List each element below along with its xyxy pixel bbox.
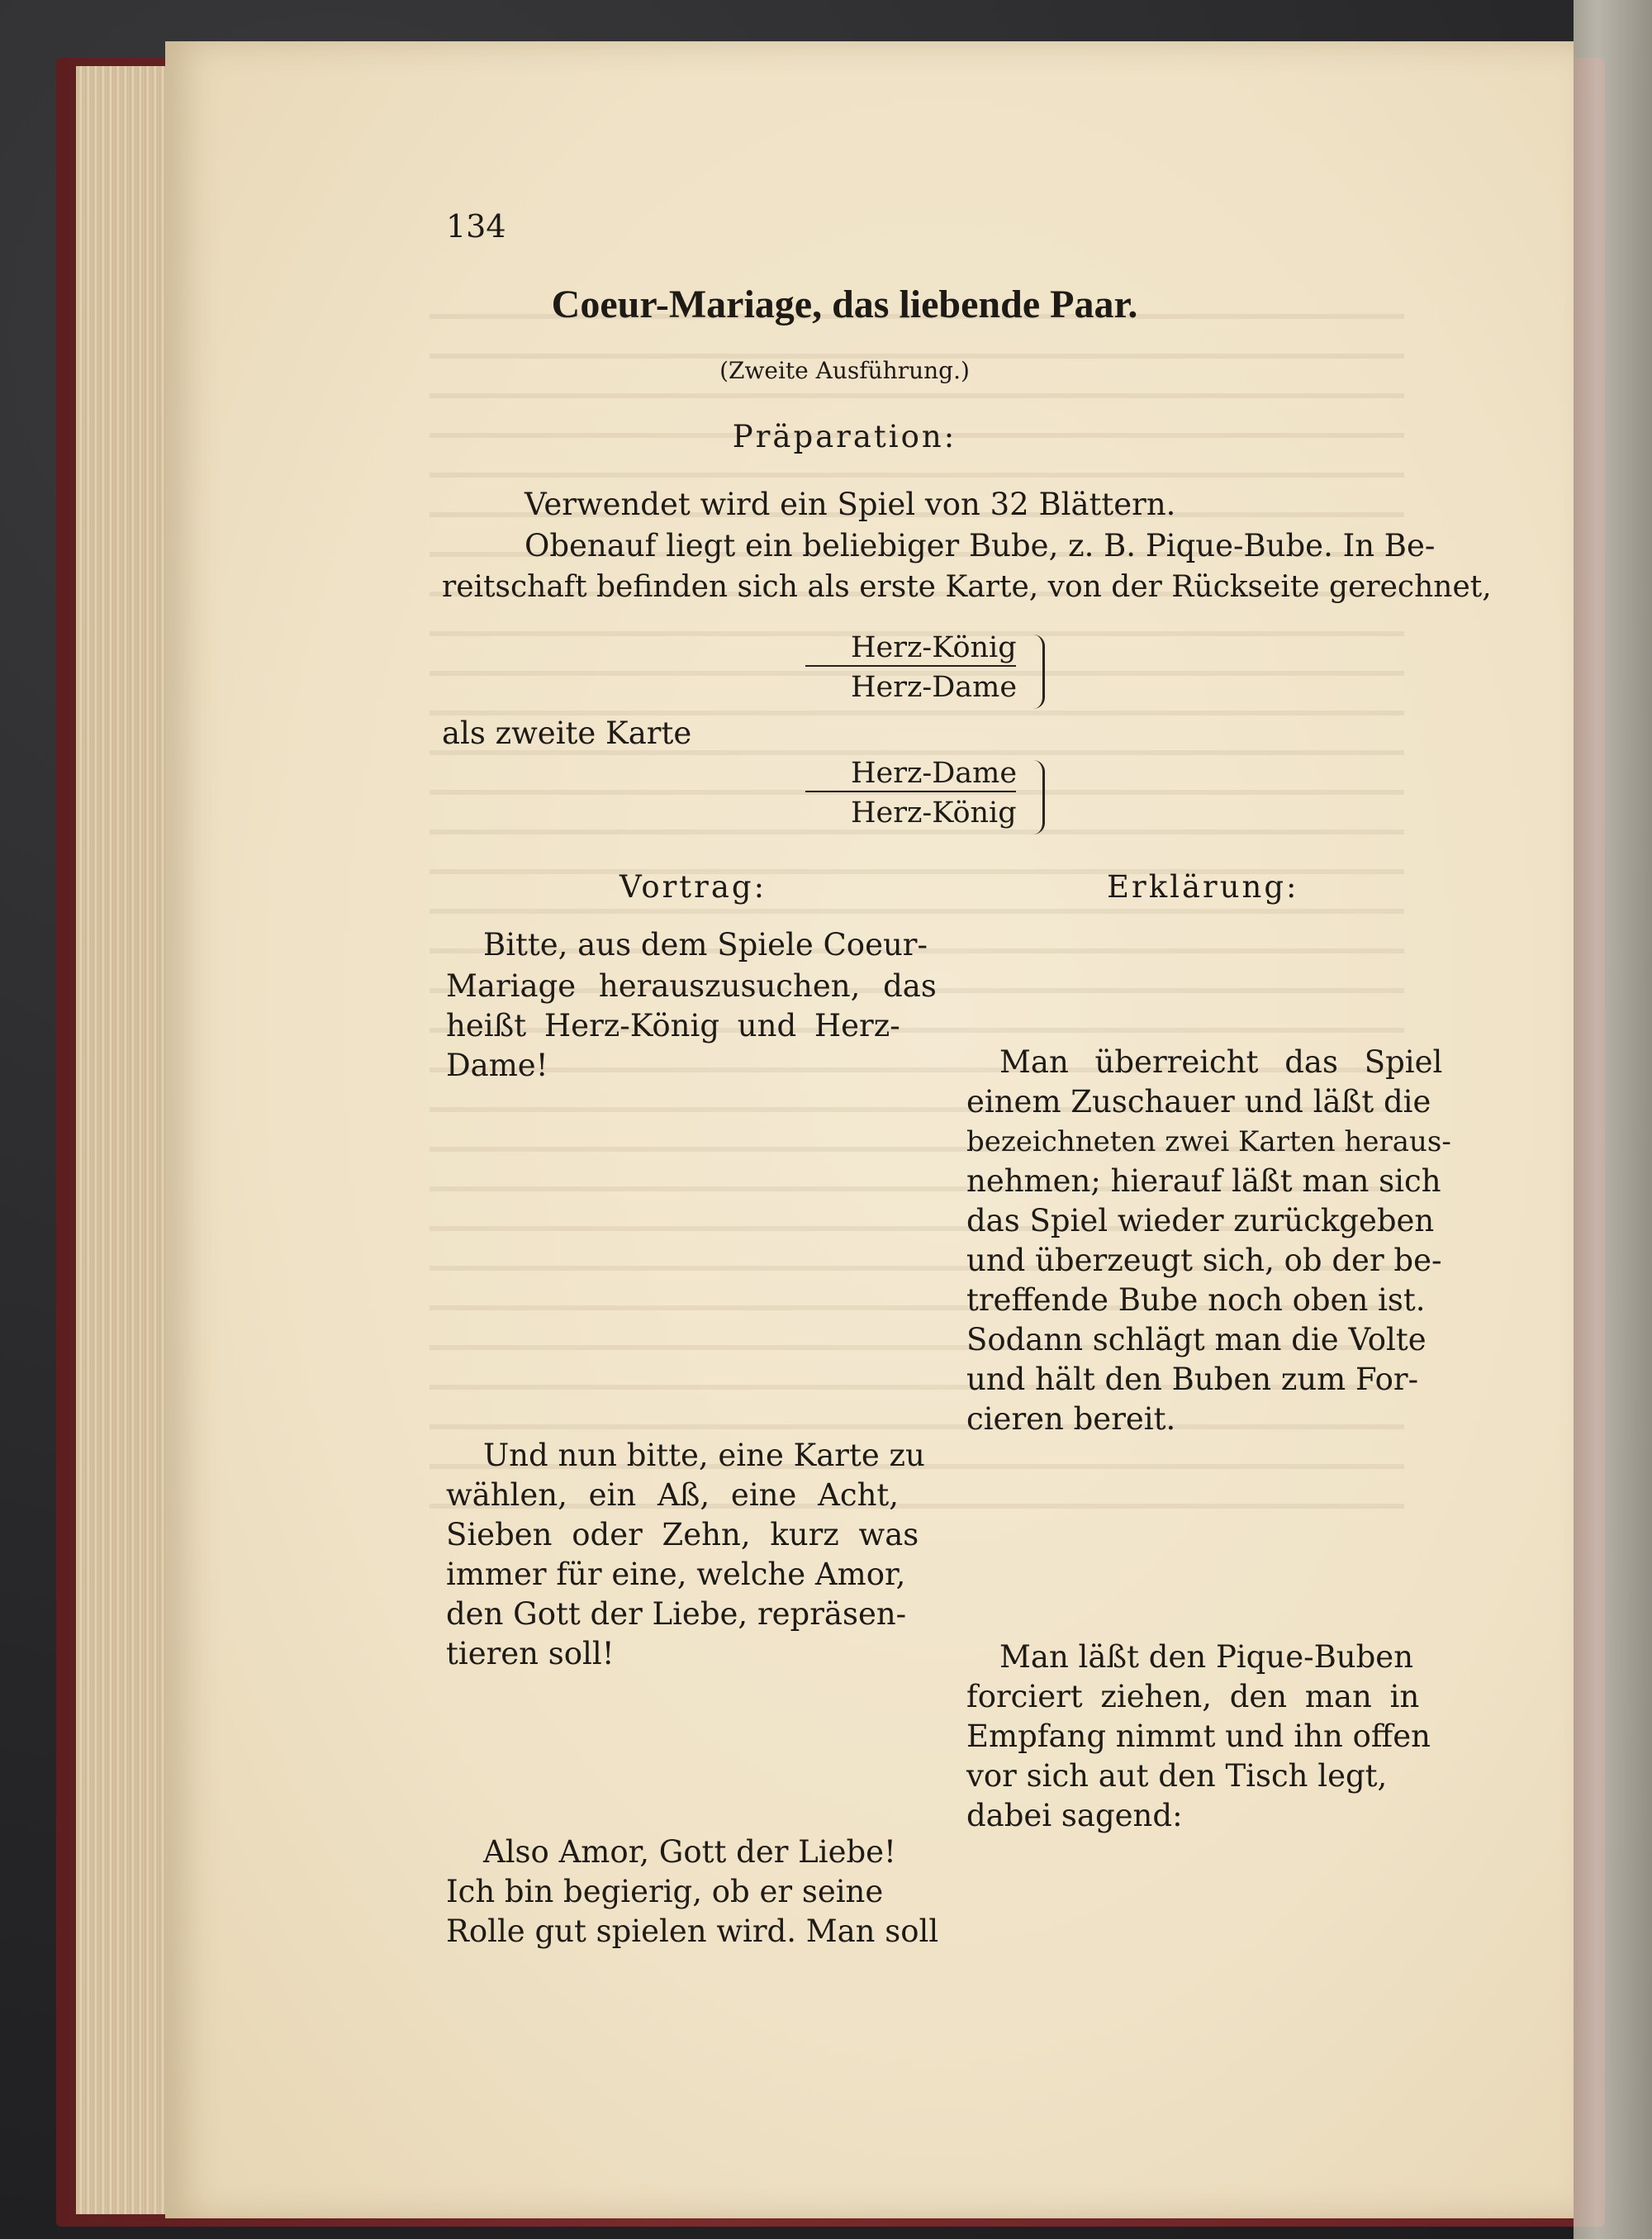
preparation-line: reitschaft befinden sich als erste Karte, von der Rückseite gerechnet, (442, 570, 1492, 604)
erklaerung-line: Man überreicht das Spiel (999, 1044, 1443, 1080)
vortrag-line: Und nun bitte, eine Karte zu (483, 1438, 925, 1473)
erklaerung-line: einem Zuschauer und läßt die (966, 1084, 1431, 1120)
vortrag-heading: Vortrag: (620, 869, 767, 905)
card-herz-dame: Herz-Dame (851, 671, 1018, 704)
erklaerung-line: forciert ziehen, den man in (966, 1679, 1420, 1714)
vortrag-line: immer für eine, welche Amor, (446, 1557, 906, 1592)
vortrag-line: Mariage herauszusuchen, das (446, 968, 937, 1004)
erklaerung-line: Sodann schlägt man die Volte (966, 1322, 1427, 1357)
erklaerung-line: und hält den Buben zum For- (966, 1362, 1419, 1397)
card-herz-dame: Herz-Dame (851, 757, 1018, 790)
page-title: Coeur-Mariage, das liebende Paar. (551, 283, 1138, 326)
erklaerung-line: vor sich aut den Tisch legt, (966, 1758, 1388, 1794)
erklaerung-line: das Spiel wieder zurückgeben (966, 1203, 1435, 1238)
erklaerung-line: bezeichneten zwei Karten heraus- (966, 1125, 1451, 1158)
erklaerung-line: Man läßt den Pique-Buben (999, 1639, 1414, 1675)
preparation-line: Obenauf liegt ein beliebiger Bube, z. B. Pique-Bube. In Be- (525, 528, 1436, 563)
vortrag-line: den Gott der Liebe, repräsen- (446, 1596, 907, 1632)
erklaerung-line: und überzeugt sich, ob der be- (966, 1243, 1442, 1278)
glass-plate-edge (1574, 0, 1652, 2239)
brace-symbol (1031, 635, 1045, 709)
erklaerung-line: dabei sagend: (966, 1798, 1183, 1833)
erklaerung-line: nehmen; hierauf läßt man sich (966, 1163, 1441, 1199)
page-subtitle: (Zweite Ausführung.) (719, 357, 970, 384)
vortrag-line: Dame! (446, 1048, 548, 1083)
vortrag-line: Ich bin begierig, ob er seine (446, 1874, 884, 1909)
preparation-heading: Präparation: (732, 419, 957, 454)
vortrag-line: Rolle gut spielen wird. Man soll (446, 1913, 939, 1949)
vortrag-line: tieren soll! (446, 1636, 615, 1671)
second-card-label: als zweite Karte (442, 715, 692, 751)
vortrag-line: Bitte, aus dem Spiele Coeur- (483, 927, 928, 963)
vortrag-line: Also Amor, Gott der Liebe! (483, 1834, 896, 1870)
erklaerung-heading: Erklärung: (1107, 869, 1299, 905)
preparation-line: Verwendet wird ein Spiel von 32 Blättern. (525, 487, 1176, 522)
divider-line (805, 791, 1016, 792)
brace-symbol (1031, 760, 1045, 834)
vortrag-line: Sieben oder Zehn, kurz was (446, 1517, 919, 1552)
erklaerung-line: treffende Bube noch oben ist. (966, 1282, 1426, 1318)
erklaerung-line: cieren bereit. (966, 1401, 1176, 1437)
vortrag-line: heißt Herz-König und Herz- (446, 1008, 900, 1043)
page-number: 134 (446, 208, 506, 245)
vortrag-line: wählen, ein Aß, eine Acht, (446, 1477, 900, 1513)
card-herz-koenig: Herz-König (851, 631, 1017, 664)
card-herz-koenig: Herz-König (851, 796, 1017, 830)
erklaerung-line: Empfang nimmt und ihn offen (966, 1718, 1431, 1754)
divider-line (805, 665, 1016, 667)
